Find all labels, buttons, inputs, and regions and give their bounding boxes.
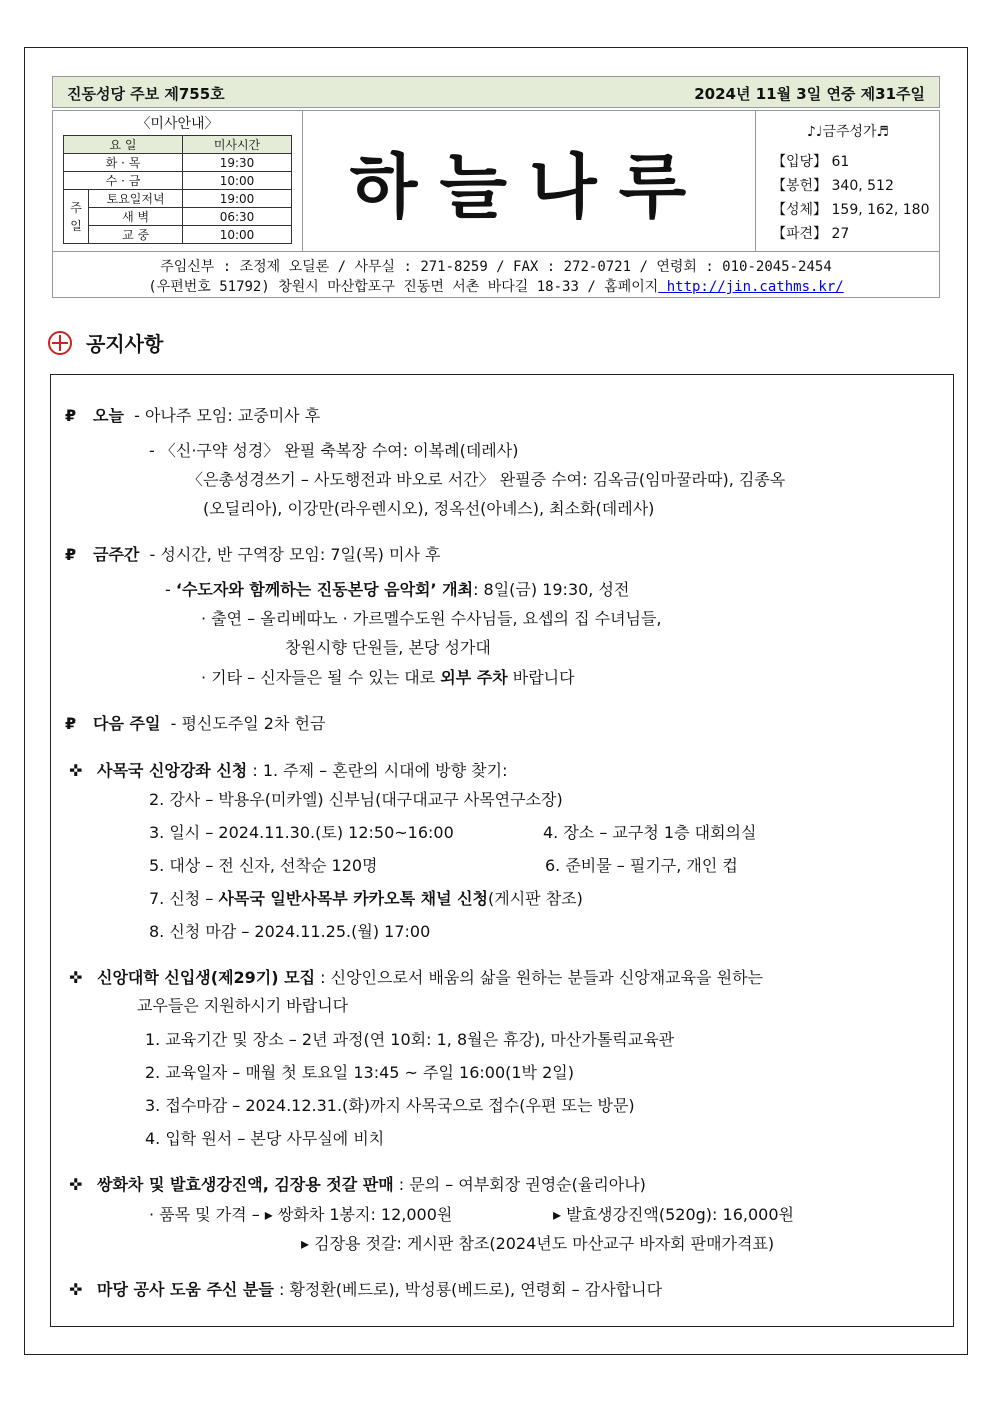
notice-line: - 〈신·구약 성경〉 완필 축복장 수여: 이복례(데레사): [149, 441, 519, 460]
notice-thanks: ✜ 마당 공사 도움 주신 분들 : 황정환(베드로), 박성룡(베드로), 연령회 – 감사합니다: [69, 1280, 663, 1299]
mass-schedule-table: [63, 135, 292, 244]
chi-rho-icon: ₽: [65, 406, 77, 425]
notice-line: 8. 신청 마감 – 2024.11.25.(월) 17:00: [149, 922, 431, 941]
hymn-caption: ♪♩금주성가♬: [806, 124, 890, 140]
cross-bullet-icon: ✜: [69, 761, 83, 780]
mass-day: 교 중: [89, 226, 183, 244]
masthead: [52, 110, 940, 252]
notice-line: 4. 장소 – 교구청 1층 대회의실: [543, 823, 757, 842]
notice-line: 5. 대상 – 전 신자, 선착순 120명: [149, 856, 378, 875]
mass-day: 새 벽: [89, 208, 183, 226]
notice-next-sunday: ₽ 다음 주일 - 평신도주일 2차 헌금: [65, 714, 326, 733]
hymn-entry: 【성체】 159, 162, 180: [772, 202, 930, 218]
col-time: 미사시간: [183, 136, 292, 154]
notice-line: ▸ 발효생강진액(520g): 16,000원: [553, 1205, 794, 1224]
notice-line: 3. 접수마감 – 2024.12.31.(화)까지 사목국으로 접수(우편 또는 방문): [145, 1096, 635, 1115]
mass-day: 화 · 목: [64, 154, 183, 172]
notice-line: ▸ 김장용 젓갈: 게시판 참조(2024년도 마산교구 바자회 판매가격표): [301, 1234, 775, 1253]
notice-this-week: ₽ 금주간 - 성시간, 반 구역장 모임: 7일(목) 미사 후: [65, 545, 441, 564]
homepage-link[interactable]: http://jin.cathms.kr/: [658, 279, 844, 295]
section-title: 공지사항: [48, 328, 163, 357]
notice-line: 4. 입학 원서 – 본당 사무실에 비치: [145, 1129, 385, 1148]
parish-info: [52, 252, 940, 298]
notice-line: · 출연 – 올리베따노 · 가르멜수도원 수사님들, 요셉의 집 수녀님들,: [201, 609, 662, 628]
parish-address: (우편번호 51792) 창원시 마산합포구 진동면 서촌 바다길 18-33 / 홈페이지 http://jin.cathms.kr/: [148, 279, 844, 295]
cross-circle-icon: [48, 331, 72, 355]
notice-line: 6. 준비물 – 필기구, 개인 컵: [545, 856, 738, 875]
chi-rho-icon: ₽: [65, 545, 77, 564]
hymn-list: [755, 111, 940, 251]
notice-line: · 품목 및 가격 – ▸ 쌍화차 1봉지: 12,000원: [149, 1205, 453, 1224]
bulletin-issue: 진동성당 주보 제755호: [67, 85, 225, 103]
hymn-entry: 【봉헌】 340, 512: [772, 178, 894, 194]
notice-line: 2. 교육일자 – 매월 첫 토요일 13:45 ~ 주일 16:00(1박 2일): [145, 1063, 574, 1082]
mass-schedule: [53, 111, 303, 251]
mass-time: 19:30: [183, 154, 292, 172]
hymn-entry: 【파견】 27: [772, 226, 850, 242]
hymn-entry: 【입당】 61: [772, 154, 850, 170]
chi-rho-icon: ₽: [65, 714, 77, 733]
sunday-group-label: 주 일: [64, 190, 89, 244]
notice-line: · 기타 – 신자들은 될 수 있는 대로 외부 주차 바랍니다: [201, 668, 575, 687]
cross-bullet-icon: ✜: [69, 1175, 83, 1194]
bulletin-header: [52, 76, 940, 108]
notice-line: 2. 강사 – 박용우(미카엘) 신부님(대구대교구 사목연구소장): [149, 790, 563, 809]
notice-line: 1. 교육기간 및 장소 – 2년 과정(연 10회: 1, 8월은 휴강), 마산가톨릭교육관: [145, 1030, 675, 1049]
notice-today: ₽ 오늘 - 아나주 모임: 교중미사 후: [65, 406, 321, 425]
mass-time: 10:00: [183, 172, 292, 190]
notice-sale: ✜ 쌍화차 및 발효생강진액, 김장용 젓갈 판매 : 문의 – 여부회장 권영순(율리아나): [69, 1175, 646, 1194]
mass-day: 토요일저녁: [89, 190, 183, 208]
mass-day: 수 · 금: [64, 172, 183, 190]
notice-line: 교우들은 지원하시기 바랍니다: [137, 996, 349, 1015]
notice-college: ✜ 신앙대학 신입생(제29기) 모집 : 신앙인으로서 배움의 삶을 원하는 분들과 신앙재교육을 원하는: [69, 968, 764, 987]
notice-line: 창원시향 단원들, 본당 성가대: [285, 638, 491, 657]
mass-schedule-caption: 〈미사안내〉: [136, 116, 219, 132]
bulletin-title: 하늘나루: [349, 145, 709, 228]
mass-time: 06:30: [183, 208, 292, 226]
notice-lecture: ✜ 사목국 신앙강좌 신청 : 1. 주제 – 혼란의 시대에 방향 찾기:: [69, 761, 508, 780]
cross-bullet-icon: ✜: [69, 1280, 83, 1299]
cross-bullet-icon: ✜: [69, 968, 83, 987]
mass-time: 10:00: [183, 226, 292, 244]
mass-time: 19:00: [183, 190, 292, 208]
notice-line: 3. 일시 – 2024.11.30.(토) 12:50~16:00: [149, 823, 454, 842]
parish-contact: 주임신부 : 조정제 오딜론 / 사무실 : 271-8259 / FAX : 272-0721 / 연령회 : 010-2045-2454: [160, 259, 832, 275]
notice-line: (오딜리아), 이강만(라우렌시오), 정옥선(아녜스), 최소화(데레사): [203, 499, 655, 518]
col-day: 요 일: [64, 136, 183, 154]
notice-box: [50, 374, 954, 1327]
bulletin-date: 2024년 11월 3일 연중 제31주일: [694, 85, 925, 103]
notice-line: - ‘수도자와 함께하는 진동본당 음악회’ 개최: 8일(금) 19:30, 성전: [165, 580, 630, 599]
notice-line: 7. 신청 – 사목국 일반사목부 카카오톡 채널 신청(게시판 참조): [149, 889, 583, 908]
notice-line: 〈은총성경쓰기 – 사도행전과 바오로 서간〉 완필증 수여: 김옥금(임마꿀라따), 김종옥: [187, 470, 786, 489]
